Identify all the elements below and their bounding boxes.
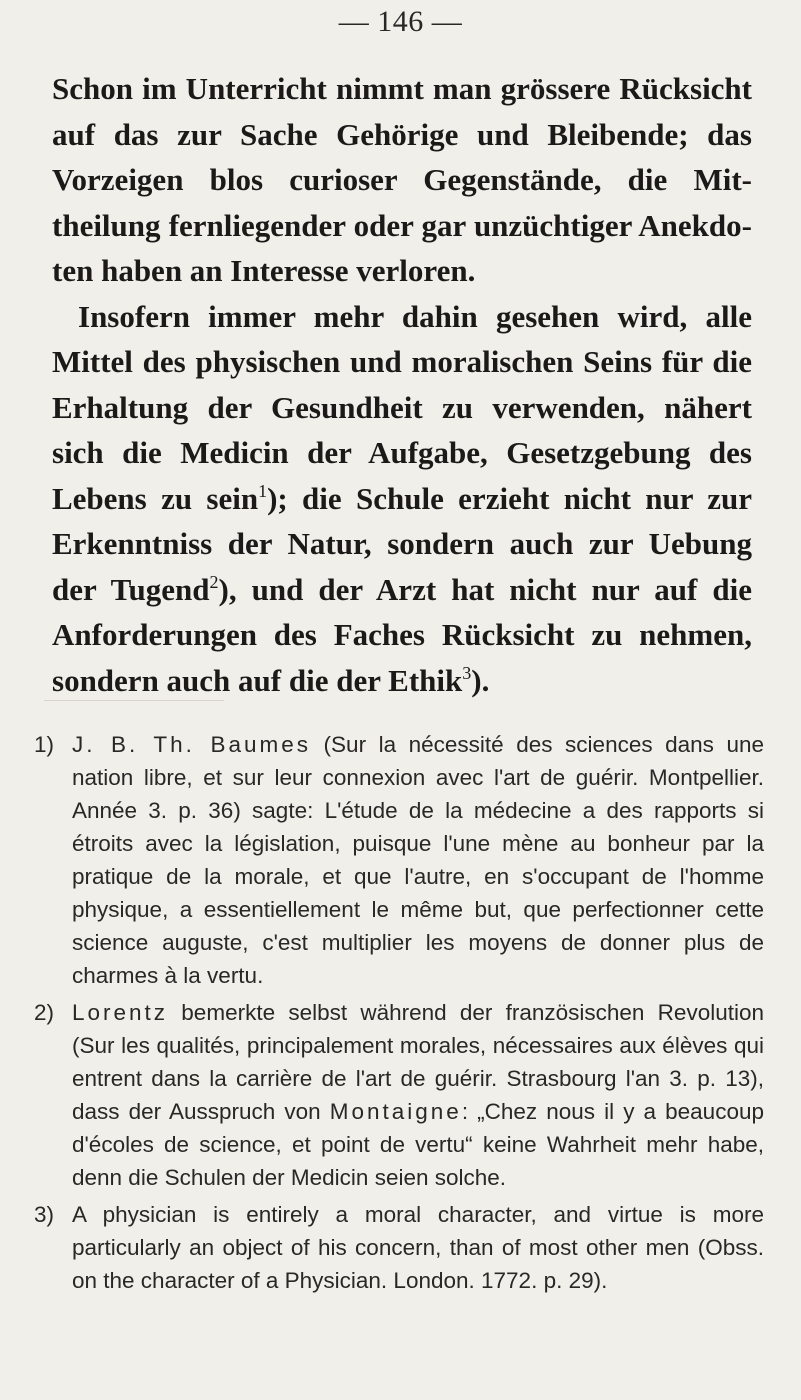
footnote-3-marker: 3) <box>34 1202 55 1227</box>
footnote-2-marker: 2) <box>34 1000 55 1025</box>
footnote-3 <box>34 1198 764 1297</box>
footnote-separator <box>44 700 224 701</box>
footnote-2-author: Lorentz <box>72 1000 169 1025</box>
paragraph-2-part-b: ); die Schule erzieht nicht nur zur Erkenntniss der Natur, sondern auch zur Uebung der Tugend <box>52 480 752 607</box>
footnote-ref-3[interactable]: 3 <box>462 662 472 683</box>
paragraph-2-part-a: Insofern immer mehr dahin gesehen wird, alle Mittel des physischen und moralischen Seins für die Erhaltung der Gesundheit zu verwenden, nähert sich die Medicin der Aufgabe, Gesetzgebung des Lebens zu sein <box>52 298 752 516</box>
footnote-2-montaigne: Montaigne <box>329 1099 462 1124</box>
paragraph-1: Schon im Unterricht nimmt man grössere Rücksicht auf das zur Sache Gehörige und Bleibende; das Vorzeigen blos curioser Gegenstände, die Mittheilung fernliegender oder gar unzüchtiger Anekdoten haben an Interesse verloren. <box>52 71 752 288</box>
footnote-1-author: J. B. Th. Baumes <box>72 732 312 757</box>
page-number: — 146 — <box>338 5 463 38</box>
footnotes <box>34 728 764 1301</box>
paragraph-2-part-c: ), und der Arzt hat nicht nur auf die Anforderungen des Faches Rücksicht zu nehmen, sondern auch auf die der Ethik <box>52 571 752 698</box>
footnote-2 <box>34 996 764 1194</box>
paragraph-2 <box>52 294 752 704</box>
footnote-2-text-a: bemerkte selbst während der französischen Revolution (Sur les qualités, principalement morales, nécessaires aux élèves qui entrent dans la carrière de l'art de guérir. Strasbourg l'an 3. p. 13), dass der Ausspruch von <box>72 1000 764 1124</box>
main-text <box>52 66 752 703</box>
footnote-ref-2[interactable]: 2 <box>209 571 219 592</box>
footnote-ref-1[interactable]: 1 <box>258 480 268 501</box>
footnote-2-text-b: : „Chez nous il y a beaucoup d'écoles de science, et point de vertu“ keine Wahrheit mehr habe, denn die Schulen der Medicin seien solche. <box>72 1099 764 1190</box>
footnote-1 <box>34 728 764 992</box>
paragraph-2-part-d: ). <box>471 662 490 698</box>
footnote-1-marker: 1) <box>34 732 55 757</box>
footnote-3-text: A physician is entirely a moral character, and virtue is more particularly an object of his concern, than of most other men (Obss. on the character of a Physician. London. 1772. p. 29). <box>72 1202 764 1293</box>
footnote-1-text: (Sur la nécessité des sciences dans une nation libre, et sur leur connexion avec l'art de guérir. Montpellier. Année 3. p. 36) sagte: L'étude de la médecine a des rapports si étroits avec la législation, puisque l'une mène au bonheur par la pratique de la morale, et que l'autre, en s'occupant de l'homme physique, a essentiellement le même but, que perfectionner cette science auguste, c'est multiplier les moyens de donner plus de charmes à la vertu. <box>72 732 764 988</box>
